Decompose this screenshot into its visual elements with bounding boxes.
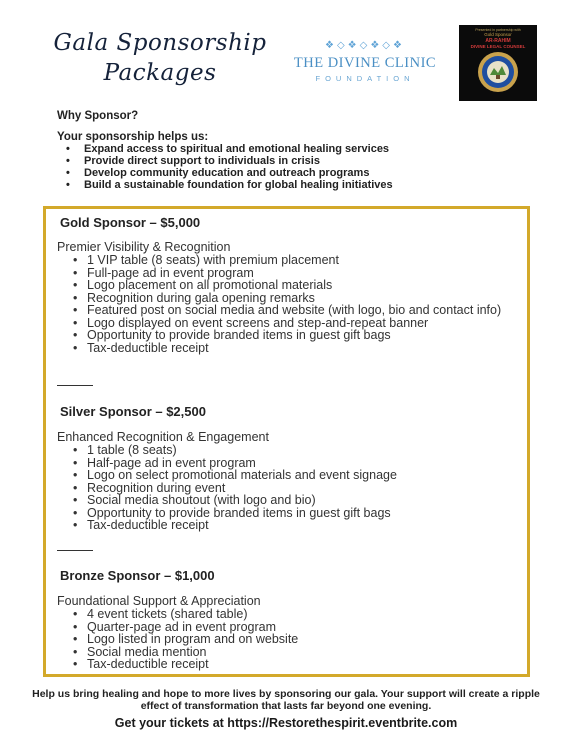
list-item: • Recognition during gala opening remarks xyxy=(57,292,527,305)
list-item: • Build a sustainable foundation for global healing initiatives xyxy=(66,179,393,191)
clinic-logo-name: THE DIVINE CLINIC xyxy=(293,55,437,71)
list-item: • Opportunity to provide branded items in guest gift bags xyxy=(57,329,527,342)
list-item: • Develop community education and outreach programs xyxy=(66,167,393,179)
page-title xyxy=(40,28,280,88)
list-item: • Social media shoutout (with logo and bio) xyxy=(57,494,527,507)
gold-tier-benefits xyxy=(57,254,527,354)
why-sponsor-list xyxy=(66,143,393,191)
title-line-2: Packages xyxy=(103,60,217,86)
bronze-tier-benefits xyxy=(57,608,527,671)
gold-tier-title: Gold Sponsor – $5,000 xyxy=(60,215,201,230)
list-item: • Opportunity to provide branded items in guest gift bags xyxy=(57,507,527,520)
badge-line-1: Presented in partnership with xyxy=(475,28,521,32)
list-item: • Logo placement on all promotional materials xyxy=(57,279,527,292)
list-item: • Recognition during event xyxy=(57,482,527,495)
list-item: • Logo displayed on event screens and step-and-repeat banner xyxy=(57,317,527,330)
badge-line-3: AR-RAHIM xyxy=(485,38,511,44)
gold-tier-subtitle: Premier Visibility & Recognition xyxy=(57,240,231,254)
tickets-link[interactable]: Get your tickets at https://Restorethespirit.eventbrite.com xyxy=(114,716,458,730)
bronze-tier-subtitle: Foundational Support & Appreciation xyxy=(57,594,261,608)
sponsor-badge xyxy=(459,25,537,101)
list-item: • Social media mention xyxy=(57,646,527,659)
list-item: • Tax-deductible receipt xyxy=(57,342,527,355)
clinic-logo xyxy=(290,40,440,83)
silver-tier-subtitle: Enhanced Recognition & Engagement xyxy=(57,430,269,444)
list-item: • Provide direct support to individuals in crisis xyxy=(66,155,393,167)
divider xyxy=(57,385,93,386)
list-item: • Full-page ad in event program xyxy=(57,267,527,280)
list-item: • Featured post on social media and website (with logo, bio and contact info) xyxy=(57,304,527,317)
list-item: • Tax-deductible receipt xyxy=(57,519,527,532)
list-item: • Quarter-page ad in event program xyxy=(57,621,527,634)
silver-tier-benefits xyxy=(57,444,527,532)
bronze-tier-title: Bronze Sponsor – $1,000 xyxy=(60,568,215,583)
why-sponsor-heading: Why Sponsor? xyxy=(57,110,139,122)
closing-message: Help us bring healing and hope to more lives by sponsoring our gala. Your support will create a ripple effect of transformation that lasts far beyond one evening. xyxy=(32,688,540,712)
why-sponsor-intro: Your sponsorship helps us: xyxy=(57,131,209,143)
list-item: • Half-page ad in event program xyxy=(57,457,527,470)
clinic-logo-subtitle: FOUNDATION xyxy=(315,74,415,83)
divider xyxy=(57,550,93,551)
list-item: • Logo listed in program and on website xyxy=(57,633,527,646)
silver-tier-title: Silver Sponsor – $2,500 xyxy=(60,404,206,419)
list-item: • 1 table (8 seats) xyxy=(57,444,527,457)
list-item: • Tax-deductible receipt xyxy=(57,658,527,671)
list-item: • 4 event tickets (shared table) xyxy=(57,608,527,621)
list-item: • Logo on select promotional materials and event signage xyxy=(57,469,527,482)
badge-line-4: DIVINE LEGAL COUNSEL xyxy=(470,44,526,49)
clinic-logo-marks: ❖◇❖◇❖◇❖ xyxy=(325,40,405,51)
list-item: • Expand access to spiritual and emotional healing services xyxy=(66,143,393,155)
seal-icon xyxy=(477,51,519,93)
badge-line-2: Gold Sponsor xyxy=(484,32,512,37)
title-line-1: Gala Sponsorship xyxy=(53,30,267,56)
list-item: • 1 VIP table (8 seats) with premium placement xyxy=(57,254,527,267)
